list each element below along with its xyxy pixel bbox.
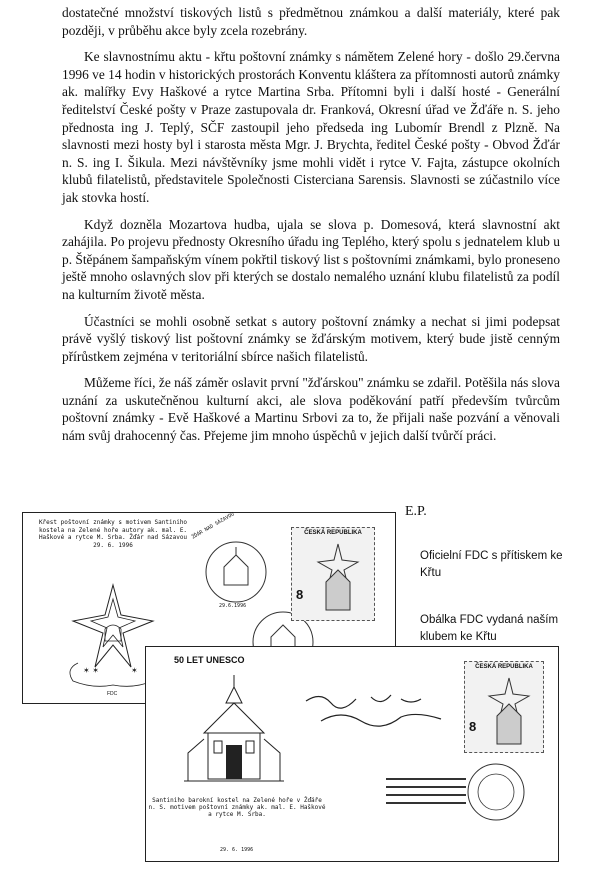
caption-club-envelope: Obálka FDC vydaná naším klubem ke Křtu (420, 614, 559, 643)
stamp-country: ČESKÁ REPUBLIKA (475, 664, 533, 670)
cancel-town: ŽĎÁR NAD SÁZAVOU (190, 511, 236, 541)
fdc-label: FDC (107, 691, 118, 697)
church-illustration (174, 673, 294, 783)
article-text (62, 4, 560, 454)
postage-stamp (464, 661, 544, 753)
cachet-title: 50 LET UNESCO (174, 655, 245, 665)
cachet-text: Křest poštovní známky s motivem Santiniho kostela na Zelené hoře autory ak. mal. E. Haškové a rytce M. Srba. Žďár nad Sázavou 29. 6. 1996 (38, 519, 188, 549)
postage-stamp (291, 527, 375, 621)
paragraph-4: Účastníci se mohli osobně setkat s autory poštovní známky a nechat si jimi podepsat právě vyšlý tiskový list poštovní známky se žďárským motivem, který bude jistě cenným přírůstkem zejména v teritoriální sbírce našich filatelistů. (62, 313, 560, 364)
paragraph-2: Ke slavnostnímu aktu - křtu poštovní známky s námětem Zelené hory - došlo 29.června 1996 ve 14 hodin v historických prostorách Konventu kláštera za přítomnosti autorů známky ak. malířky Evy Haškové a rytce Martina Srba. Přítomni byli i další hosté - Generální ředitelství České pošty v Praze zastupovala dr. Franková, Okresní úřad ve Žďáře n. S. jeho přednosta ing J. Teplý, SČF zastoupil jeho předseda ing Lubomír Brendl z Plzně. Na slavnosti mezi hosty byl i starosta města Mgr. J. Brychta, ředitel České pošty - Obvod Žďár n. S. ing I. Šikula. Mezi návštěvníky jsme mohli vidět i rytce V. Fajta, zástupce okolních klubů filatelistů, představitele Společnosti Cisterciana Sarensis. Slavnosti se zúčastnilo více jak stovka hostí. (62, 49, 560, 205)
cachet-date: 29. 6. 1996 (220, 847, 254, 853)
paragraph-5: Můžeme říci, že náš záměr oslavit první "žďárskou" známku se zdařil. Potěšila nás slova uznání za uskutečněnou kulturní akci, ale slova poděkování patří především tvůrcům poštovní známky - Evě Haškové a Martinu Srbovi za to, že přijali naše pozvání a věnovali nám svůj drahocenný čas. Přejeme jim mnoho úspěchů v jejich další tvůrčí práci. (62, 375, 560, 444)
stamp-church-illustration (481, 676, 537, 746)
paragraph-1: dostatečné množství tiskových listů s předmětnou známkou a další materiály, které pak později, v průběhu akce byly zcela rozebrány. (62, 5, 560, 38)
svg-text:✶ ✶: ✶ ✶ (83, 666, 99, 675)
stamp-church-illustration (308, 542, 368, 612)
handwritten-signatures (301, 689, 451, 733)
cancel-date: 29.6.1996 (219, 603, 247, 609)
stamp-value: 8 (296, 587, 304, 602)
stamp-country: ČESKÁ REPUBLIKA (304, 530, 362, 536)
fdc-envelope-club (145, 646, 559, 862)
stamp-value: 8 (469, 719, 477, 734)
postmark-cancel (201, 537, 271, 607)
paragraph-3: Když dozněla Mozartova hudba, ujala se slova p. Domesová, která slavnostní akt zahájila. Po projevu přednosty Okresního úřadu ing Teplého, který spolu s jednatelem klub u p. Štěpánem šampaňským vínem pokřtil tiskový list s poštovními známkami, bylo proneseno ještě mnoho oslavných slov při kterých se dostalo nemalého uznání klubu filatelistů za podíl na kulturním životě města. (62, 216, 561, 302)
postmark-cancel (386, 757, 536, 827)
caption-official-fdc: Oficielní FDC s přítiskem ke Křtu (420, 550, 563, 579)
cachet-text: Santiniho barokní kostel na Zelené hoře v Žďáře n. S. motivem poštovní známky ak. mal. E. Haškové a rytce M. Srba. (148, 797, 326, 819)
svg-text:✶: ✶ (131, 666, 138, 675)
author-signature: E.P. (405, 504, 427, 519)
